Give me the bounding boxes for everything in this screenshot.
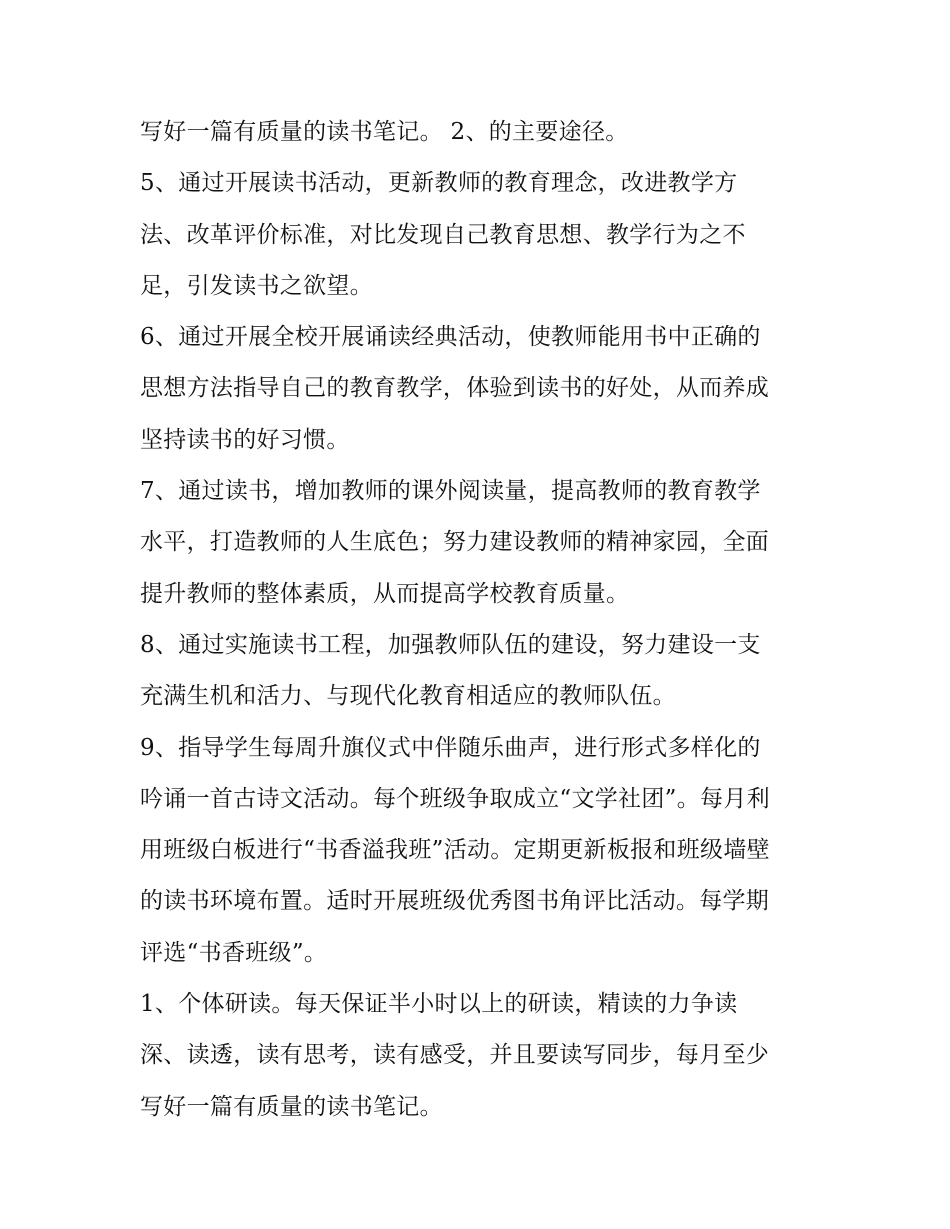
text-line: 评选“书香班级”。 xyxy=(140,939,328,966)
text-line: 写好一篇有质量的读书笔记。 xyxy=(140,1093,443,1120)
paragraph-item-5 xyxy=(140,158,820,312)
text-line: 8、通过实施读书工程，加强教师队伍的建设，努力建设一支 xyxy=(140,631,761,658)
text-line: 7、通过读书，增加教师的课外阅读量，提高教师的教育教学 xyxy=(140,478,761,505)
paragraph-item-1 xyxy=(140,979,820,1133)
text-line: 足，引发读书之欲望。 xyxy=(140,272,373,299)
text-line: 5、通过开展读书活动，更新教师的教育理念，改进教学方 xyxy=(140,170,738,197)
paragraph-item-6 xyxy=(140,312,820,466)
text-line: 写好一篇有质量的读书笔记。 2、的主要途径。 xyxy=(140,119,629,145)
document-body xyxy=(140,107,820,1133)
text-line: 水平，打造教师的人生底色；努力建设教师的精神家园，全面 xyxy=(140,529,770,556)
paragraph-continuation xyxy=(140,107,820,158)
paragraph-item-8 xyxy=(140,620,820,723)
text-line: 思想方法指导自己的教育教学，体验到读书的好处，从而养成 xyxy=(140,375,770,402)
text-line: 6、通过开展全校开展诵读经典活动，使教师能用书中正确的 xyxy=(140,324,761,351)
text-line: 用班级白板进行“书香溢我班”活动。定期更新板报和班级墙壁 xyxy=(140,837,770,864)
text-line: 的读书环境布置。适时开展班级优秀图书角评比活动。每学期 xyxy=(140,888,770,915)
text-line: 深、读透，读有思考，读有感受，并且要读写同步，每月至少 xyxy=(140,1042,770,1069)
text-line: 法、改革评价标准，对比发现自己教育思想、教学行为之不 xyxy=(140,221,746,248)
paragraph-item-7 xyxy=(140,466,820,620)
text-line: 坚持读书的好习惯。 xyxy=(140,426,350,453)
paragraph-item-9 xyxy=(140,723,820,979)
text-line: 吟诵一首古诗文活动。每个班级争取成立“文学社团”。每月利 xyxy=(140,785,770,812)
text-line: 9、指导学生每周升旗仪式中伴随乐曲声，进行形式多样化的 xyxy=(140,734,761,761)
text-line: 提升教师的整体素质，从而提高学校教育质量。 xyxy=(140,580,630,607)
text-line: 充满生机和活力、与现代化教育相适应的教师队伍。 xyxy=(140,683,676,710)
text-line: 1、个体研读。每天保证半小时以上的研读，精读的力争读 xyxy=(140,991,738,1018)
